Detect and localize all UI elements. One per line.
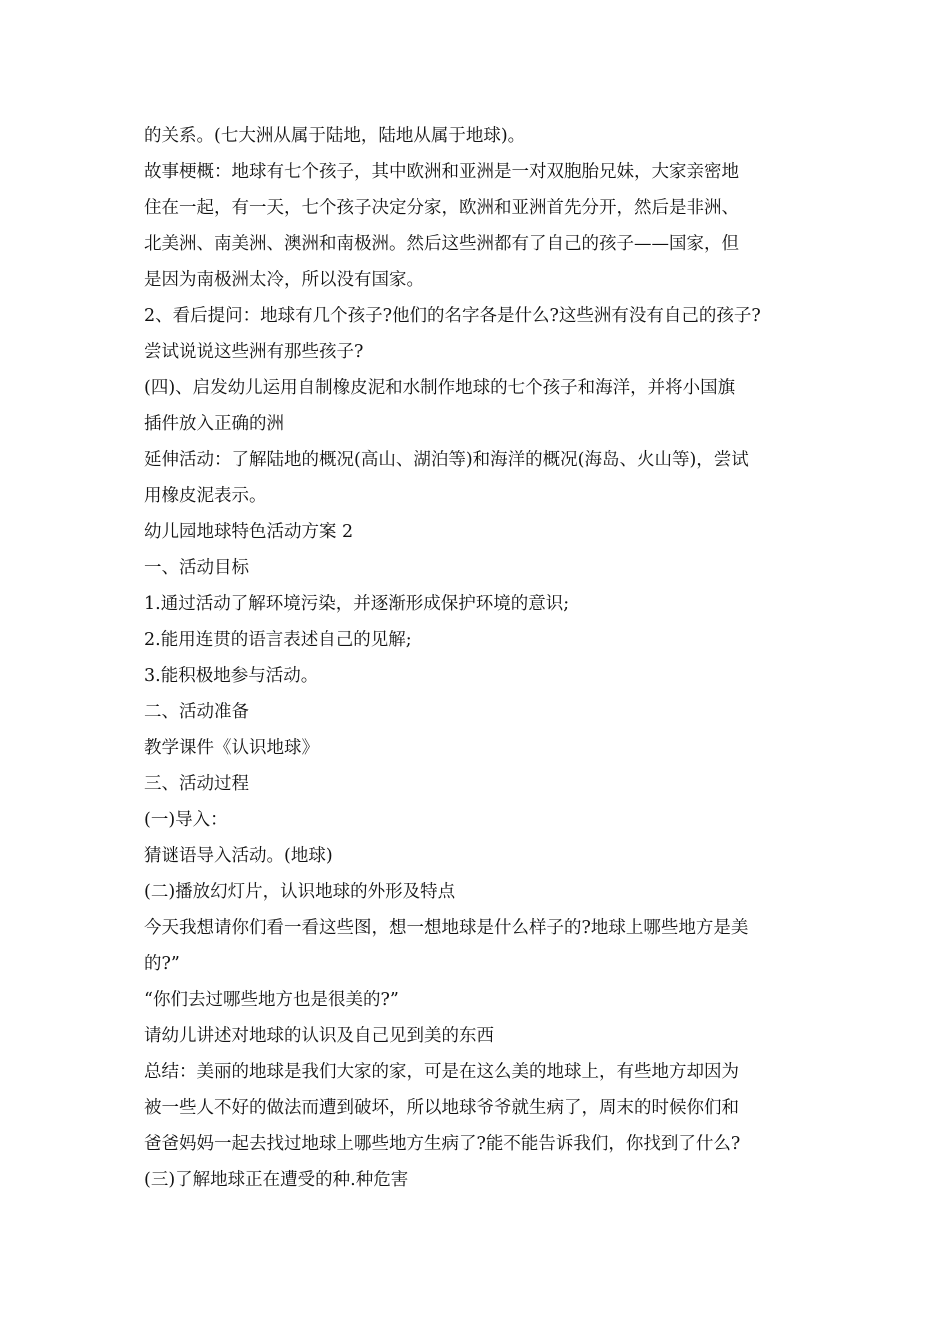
section-heading: 二、活动准备 [144, 702, 249, 722]
text-line: 的关系。(七大洲从属于陆地，陆地从属于地球)。 [144, 126, 526, 146]
list-item: 3.能积极地参与活动。 [144, 666, 319, 686]
text-line: 2、看后提问：地球有几个孩子?他们的名字各是什么?这些洲有没有自己的孩子? [144, 306, 761, 326]
text-line: 北美洲、南美洲、澳洲和南极洲。然后这些洲都有了自己的孩子——国家，但 [144, 234, 739, 254]
document-body [144, 118, 824, 1198]
list-item: 2.能用连贯的语言表述自己的见解; [144, 630, 412, 650]
text-line: 尝试说说这些洲有那些孩子? [144, 342, 364, 362]
text-line: 故事梗概：地球有七个孩子，其中欧洲和亚洲是一对双胞胎兄妹，大家亲密地 [144, 162, 739, 182]
list-item: 1.通过活动了解环境污染，并逐渐形成保护环境的意识; [144, 594, 570, 614]
text-line: 请幼儿讲述对地球的认识及自己见到美的东西 [144, 1026, 494, 1046]
subsection-heading: (一)导入： [144, 810, 228, 830]
section-title: 幼儿园地球特色活动方案 2 [144, 522, 354, 542]
text-line: 总结：美丽的地球是我们大家的家，可是在这么美的地球上，有些地方却因为 [144, 1062, 739, 1082]
text-line: (四)、启发幼儿运用自制橡皮泥和水制作地球的七个孩子和海洋，并将小国旗 [144, 378, 736, 398]
text-line: 用橡皮泥表示。 [144, 486, 267, 506]
text-line: 插件放入正确的洲 [144, 414, 284, 434]
text-line: 住在一起，有一天，七个孩子决定分家，欧洲和亚洲首先分开，然后是非洲、 [144, 198, 739, 218]
text-line: 延伸活动：了解陆地的概况(高山、湖泊等)和海洋的概况(海岛、火山等)，尝试 [144, 450, 749, 470]
text-line: 今天我想请你们看一看这些图，想一想地球是什么样子的?地球上哪些地方是美 [144, 918, 749, 938]
text-line: 教学课件《认识地球》 [144, 738, 319, 758]
section-heading: 一、活动目标 [144, 558, 249, 578]
text-line: 的?” [144, 954, 180, 974]
text-line: 猜谜语导入活动。(地球) [144, 846, 333, 866]
text-line: 被一些人不好的做法而遭到破坏，所以地球爷爷就生病了，周末的时候你们和 [144, 1098, 739, 1118]
subsection-heading: (三)了解地球正在遭受的种.种危害 [144, 1170, 409, 1190]
text-line: 爸爸妈妈一起去找过地球上哪些地方生病了?能不能告诉我们，你找到了什么? [144, 1134, 741, 1154]
section-heading: 三、活动过程 [144, 774, 249, 794]
subsection-heading: (二)播放幻灯片，认识地球的外形及特点 [144, 882, 456, 902]
text-line: 是因为南极洲太冷，所以没有国家。 [144, 270, 424, 290]
text-line: “你们去过哪些地方也是很美的?” [144, 990, 399, 1010]
